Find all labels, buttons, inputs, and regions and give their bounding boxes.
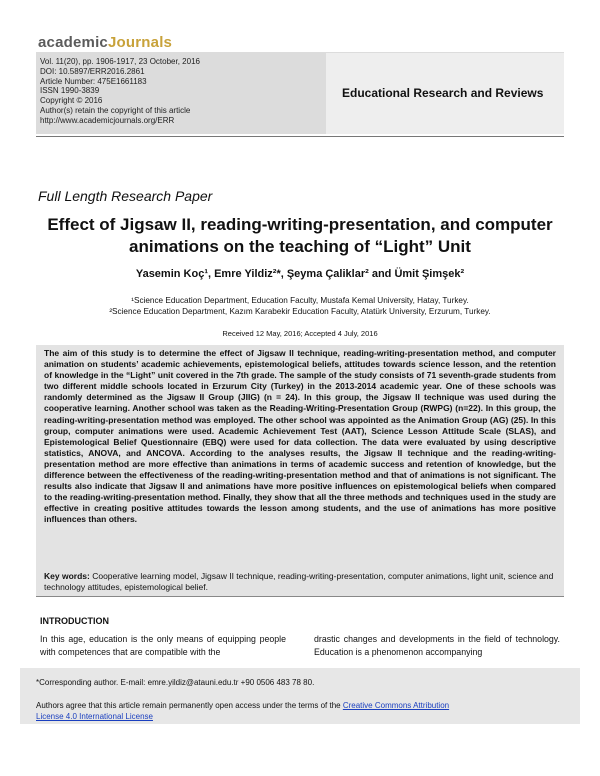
meta-doi: DOI: 10.5897/ERR2016.2861 bbox=[40, 66, 145, 76]
affiliation-1: ¹Science Education Department, Education Faculty, Mustafa Kemal University, Hatay, Turkey. bbox=[131, 296, 469, 305]
meta-url[interactable]: http://www.academicjournals.org/ERR bbox=[40, 115, 175, 125]
meta-issn: ISSN 1990-3839 bbox=[40, 86, 100, 96]
corresponding-author: *Corresponding author. E-mail: emre.yildiz@atauni.edu.tr +90 0506 483 78 80. bbox=[36, 678, 315, 687]
keywords-label: Key words: bbox=[44, 571, 90, 581]
keywords-text: Cooperative learning model, Jigsaw II technique, reading-writing-presentation, computer animations, light unit, science and technology attitudes, epistemological belief. bbox=[44, 571, 554, 592]
license-link-continued[interactable]: License 4.0 International License bbox=[36, 712, 153, 721]
license-text: Authors agree that this article remain permanently open access under the terms of the bbox=[36, 701, 341, 710]
journal-logo: academicJournals bbox=[38, 34, 173, 51]
journal-name-box bbox=[326, 53, 564, 134]
license-notice bbox=[36, 700, 449, 722]
meta-copyright: Copyright © 2016 bbox=[40, 96, 103, 106]
paper-title: Effect of Jigsaw II, reading-writing-presentation, and computer animations on the teaching of “Light” Unit bbox=[47, 215, 553, 256]
abstract-box bbox=[36, 345, 564, 554]
keywords-box bbox=[36, 554, 564, 597]
article-metadata bbox=[40, 57, 200, 126]
header-rule bbox=[36, 136, 564, 137]
meta-rights: Author(s) retain the copyright of this article bbox=[40, 105, 191, 115]
author-list: Yasemin Koç¹, Emre Yildiz²*, Şeyma Çaliklar² and Ümit Şimşek² bbox=[135, 268, 465, 280]
intro-left-column: In this age, education is the only means of equipping people with competences that are compatible with the bbox=[40, 634, 286, 657]
affiliation-2: ²Science Education Department, Kazım Karabekir Education Faculty, Atatürk University, Erzurum, Turkey. bbox=[109, 307, 491, 316]
introduction-heading: INTRODUCTION bbox=[40, 616, 109, 626]
received-dates: Received 12 May, 2016; Accepted 4 July, 2016 bbox=[222, 329, 378, 338]
affiliations bbox=[40, 295, 560, 317]
intro-right-column: drastic changes and developments in the field of technology. Education is a phenomenon accompanying bbox=[314, 634, 560, 657]
paper-type: Full Length Research Paper bbox=[38, 188, 213, 204]
journal-name: Educational Research and Reviews bbox=[342, 86, 544, 100]
license-link[interactable]: Creative Commons Attribution bbox=[342, 701, 450, 710]
meta-volume: Vol. 11(20), pp. 1906-1917, 23 October, 2016 bbox=[40, 57, 200, 66]
abstract-text: The aim of this study is to determine the effect of Jigsaw II technique, reading-writing-presentation method, and computer animation on students’ academic achievements, epistemological beliefs, attitudes towards science lesson, and the retention of knowledge in the “Light” unit covered in the 7th grade. The sample of the study consists of 71 seventh-grade students from two different middle schools located in Erzurum City (Turkey) in the 2013-2014 academic year. One of these schools was randomly determined as the Jigsaw II Group (JIIG) (n = 24). In this group, the Jigsaw II technique was used during the cooperative learning. Another school was taken as the Reading-Writing-Presentation Group (RWPG) (n=22). In this group, the reading-writing-presentation method was employed. The other school was appointed as the Animation Group (AG) (25). In this group, computer animations were used. Academic Achievement Test (AAT), Science Lesson Attitude Scale (SLAS), and Epistemological Belief Questionnaire (EBQ) were used for data collection. The data were evaluated by using descriptive statistics, ANOVA, and ANCOVA. According to the analyses results, the Jigsaw II technique and the reading-writing-presentation method are more effective than animations in terms of academic success and retention of knowledge, but the difference between the effectiveness of the reading-writing-presentation method and that of animations is not significant. The results also indicate that Jigsaw II and animations have more positive influences on epistemological beliefs when compared to the reading-writing-presentation method. Finally, they show that all the three methods and techniques used in the study are effective in creating positive attitudes towards the lesson among students, and the use of animations has more positive influences than others. bbox=[44, 348, 556, 525]
meta-article-number: Article Number: 475E1661183 bbox=[40, 76, 147, 86]
